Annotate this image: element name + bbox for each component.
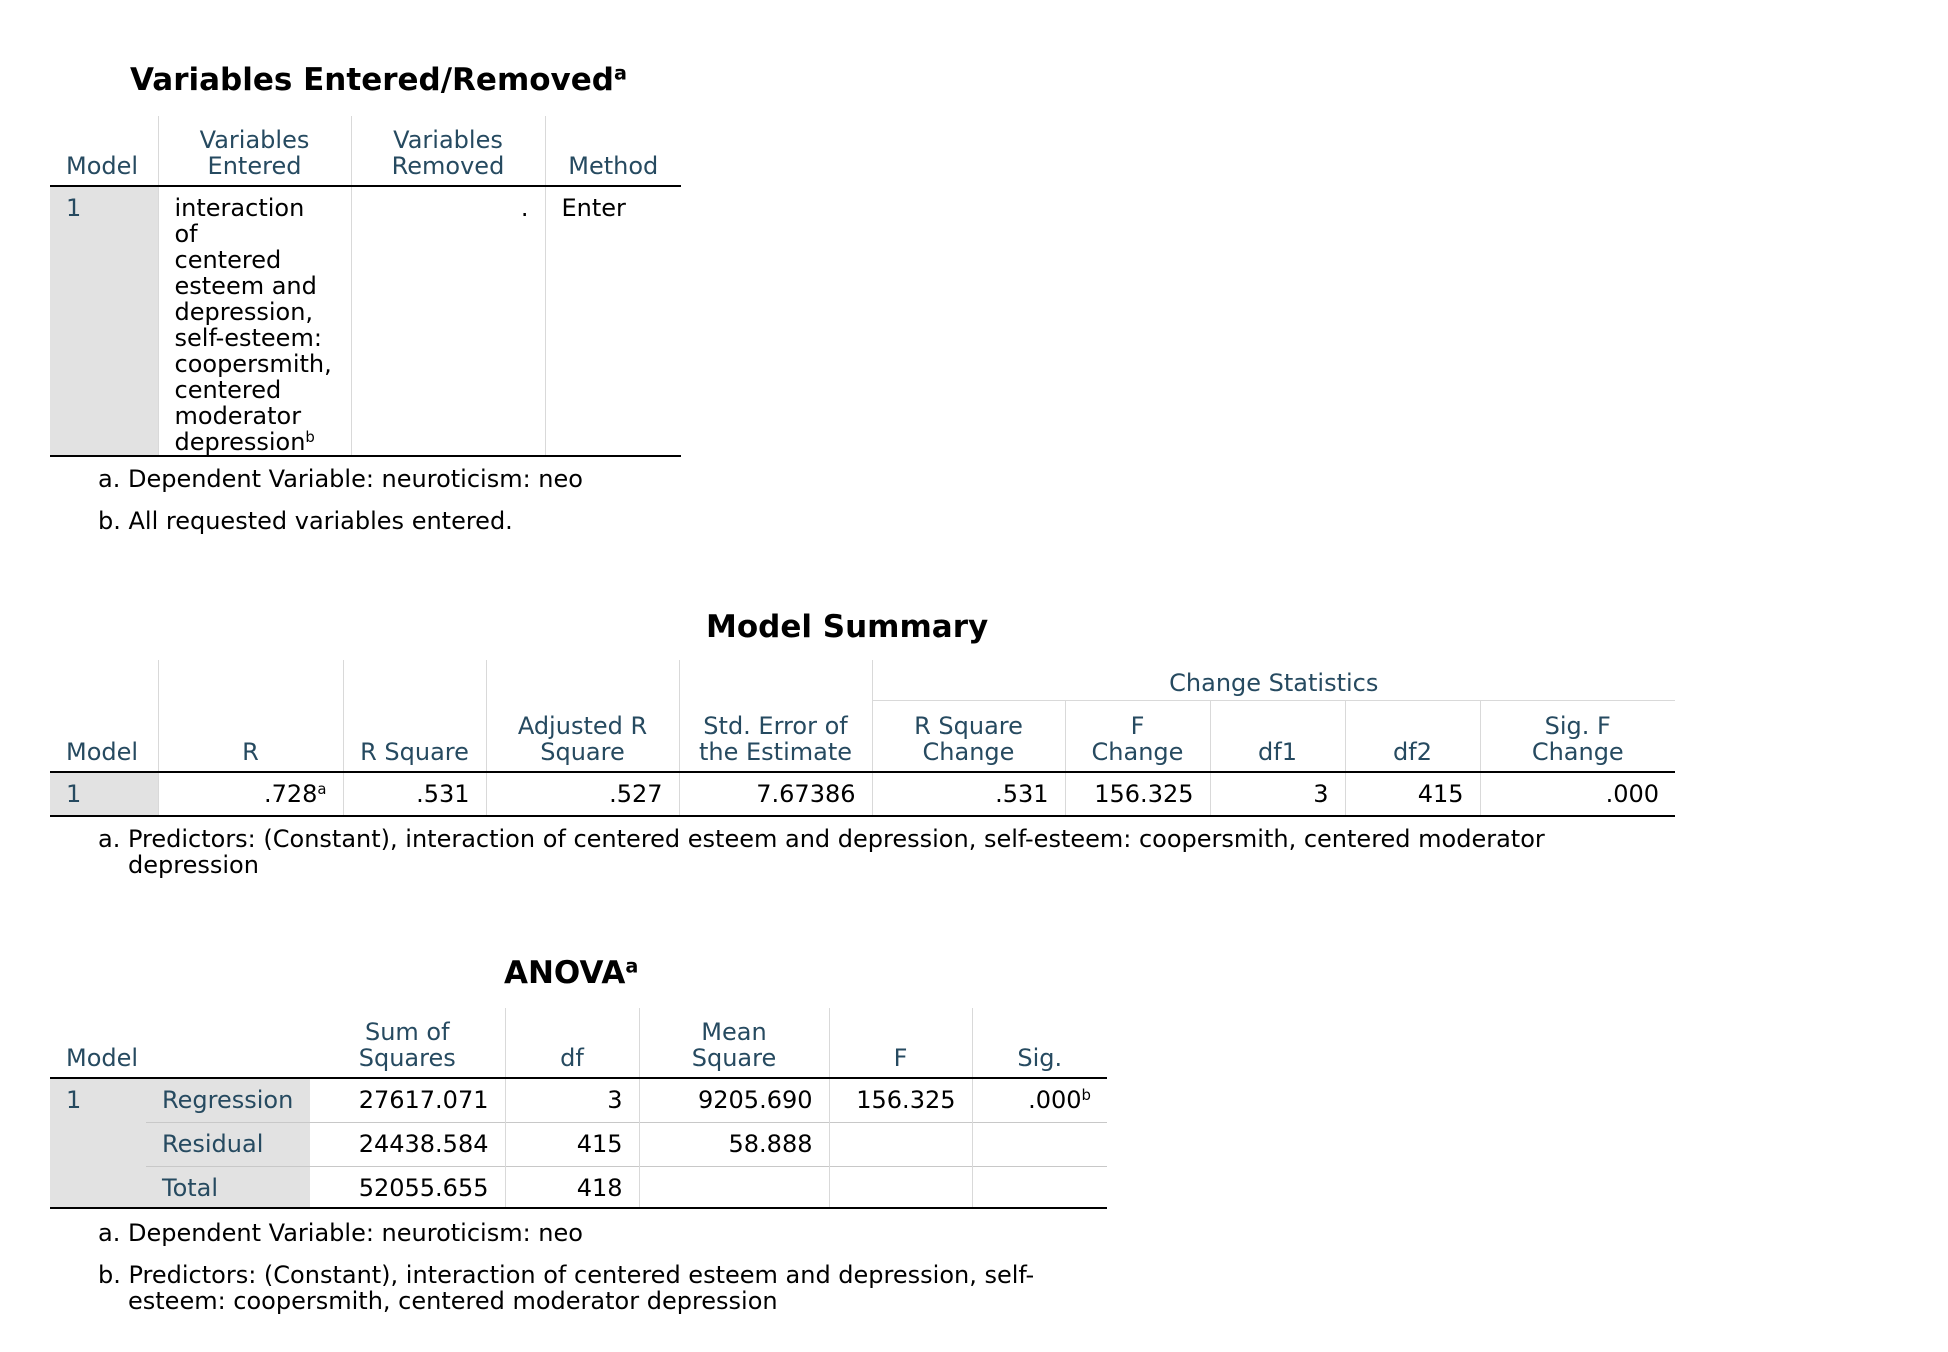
anova-header-model: Model	[66, 1044, 139, 1072]
ms-header-f-change: F Change	[1065, 700, 1210, 772]
anova-row-residual	[50, 1122, 1107, 1166]
entered-line: depression,	[174, 298, 314, 326]
variables-footnotes	[98, 466, 583, 534]
anova-sig-residual	[972, 1122, 1107, 1166]
ms-header-r-square: R Square	[343, 700, 486, 772]
ms-cell-f-change: 156.325	[1065, 772, 1210, 816]
sig-footnote-marker: b	[1081, 1085, 1091, 1104]
ms-cell-r: .728$^a$	[158, 772, 343, 816]
anova-table	[50, 1008, 1107, 1209]
ms-cell-sig-f-change: .000	[1480, 772, 1675, 816]
ms-header-r: R	[158, 700, 343, 772]
anova-footnote-a: a. Dependent Variable: neuroticism: neo	[98, 1219, 583, 1247]
variables-entered-removed-table	[50, 116, 681, 457]
anova-ms-residual: 58.888	[639, 1122, 829, 1166]
anova-row-total	[50, 1166, 1107, 1208]
anova-df-residual: 415	[505, 1122, 639, 1166]
ms-cell-std-error: 7.67386	[679, 772, 872, 816]
model-summary-table	[50, 660, 1675, 817]
footnote-b: b. All requested variables entered.	[98, 507, 513, 535]
cell-variables-removed: .	[351, 186, 545, 456]
anova-df-total: 418	[505, 1166, 639, 1208]
entered-line: self-esteem:	[174, 324, 322, 352]
footnote-a: a. Dependent Variable: neuroticism: neo	[98, 465, 583, 493]
ms-footnote-line1: a. Predictors: (Constant), interaction of centered esteem and depression, self-esteem: coopersmith, centered moderator	[98, 825, 1545, 853]
entered-line: coopersmith,	[174, 350, 332, 378]
anova-ms-total	[639, 1166, 829, 1208]
ms-cell-r-square: .531	[343, 772, 486, 816]
anova-ss-regression: 27617.071	[358, 1086, 489, 1114]
anova-header-mean-square: Mean Square	[639, 1008, 829, 1078]
anova-f-regression: 156.325	[829, 1078, 972, 1122]
anova-label-residual: Residual	[146, 1122, 310, 1166]
entered-line: depression$^b$	[174, 427, 315, 456]
ms-header-r-square-change: R Square Change	[872, 700, 1065, 772]
anova-sig-regression: .000$^b$	[972, 1078, 1107, 1122]
entered-line: centered	[174, 376, 282, 404]
anova-ms-regression: 9205.690	[639, 1078, 829, 1122]
anova-title-footnote-marker: a	[625, 954, 639, 978]
anova-label-regression: Regression	[146, 1078, 310, 1122]
anova-footnotes	[98, 1220, 1034, 1314]
anova-f-residual	[829, 1122, 972, 1166]
model-summary-footnote	[98, 826, 1545, 878]
header-model: Model	[66, 152, 139, 180]
anova-f-total	[829, 1166, 972, 1208]
anova-footnote-b-line2: esteem: coopersmith, centered moderator depression	[128, 1287, 778, 1315]
ms-header-model: Model	[66, 738, 139, 766]
entered-footnote-marker: b	[305, 427, 315, 446]
entered-line: centered	[174, 246, 282, 274]
anova-ss-total: 52055.655	[310, 1166, 505, 1208]
anova-df-regression: 3	[505, 1078, 639, 1122]
ms-header-adjusted-r-square: Adjusted R Square	[486, 700, 679, 772]
entered-line: interaction of	[174, 194, 305, 248]
anova-header-sig: Sig.	[972, 1008, 1107, 1078]
ms-cell-r-square-change: .531	[872, 772, 1065, 816]
model-summary-title: Model Summary	[706, 609, 989, 645]
anova-header-df: df	[505, 1008, 639, 1078]
title-footnote-marker: a	[613, 61, 627, 85]
change-statistics-header: Change Statistics	[872, 660, 1675, 700]
ms-header-df2: df2	[1345, 700, 1480, 772]
anova-model-number: 1	[50, 1078, 146, 1208]
header-method: Method	[545, 116, 681, 186]
ms-row-model: 1	[50, 772, 158, 816]
header-variables-entered: Variables Entered	[158, 116, 351, 186]
cell-method: Enter	[545, 186, 681, 456]
anova-header-f: F	[829, 1008, 972, 1078]
ms-cell-df1: 3	[1210, 772, 1345, 816]
anova-label-total: Total	[146, 1166, 310, 1208]
ms-header-std-error: Std. Error of the Estimate	[679, 700, 872, 772]
ms-footnote-line2: depression	[128, 851, 259, 879]
anova-title: ANOVA$^a$	[504, 954, 639, 991]
anova-row-regression	[50, 1078, 1107, 1122]
anova-sig-total	[972, 1166, 1107, 1208]
entered-line: esteem and	[174, 272, 317, 300]
variables-entered-removed-title: Variables Entered/Removed$^a$	[130, 61, 627, 98]
anova-footnote-b-line1: b. Predictors: (Constant), interaction of centered esteem and depression, self-	[98, 1261, 1035, 1289]
anova-header-sum-of-squares: Sum of Squares	[358, 1018, 456, 1072]
header-variables-removed: Variables Removed	[351, 116, 545, 186]
ms-cell-df2: 415	[1345, 772, 1480, 816]
row-model-number: 1	[50, 186, 158, 456]
r-footnote-marker: a	[317, 779, 327, 798]
ms-header-df1: df1	[1210, 700, 1345, 772]
anova-ss-residual: 24438.584	[310, 1122, 505, 1166]
entered-lines	[175, 195, 335, 455]
cell-variables-entered	[158, 186, 351, 456]
ms-cell-adjusted-r-square: .527	[486, 772, 679, 816]
entered-line: moderator	[174, 402, 302, 430]
ms-header-sig-f-change: Sig. F Change	[1480, 700, 1675, 772]
